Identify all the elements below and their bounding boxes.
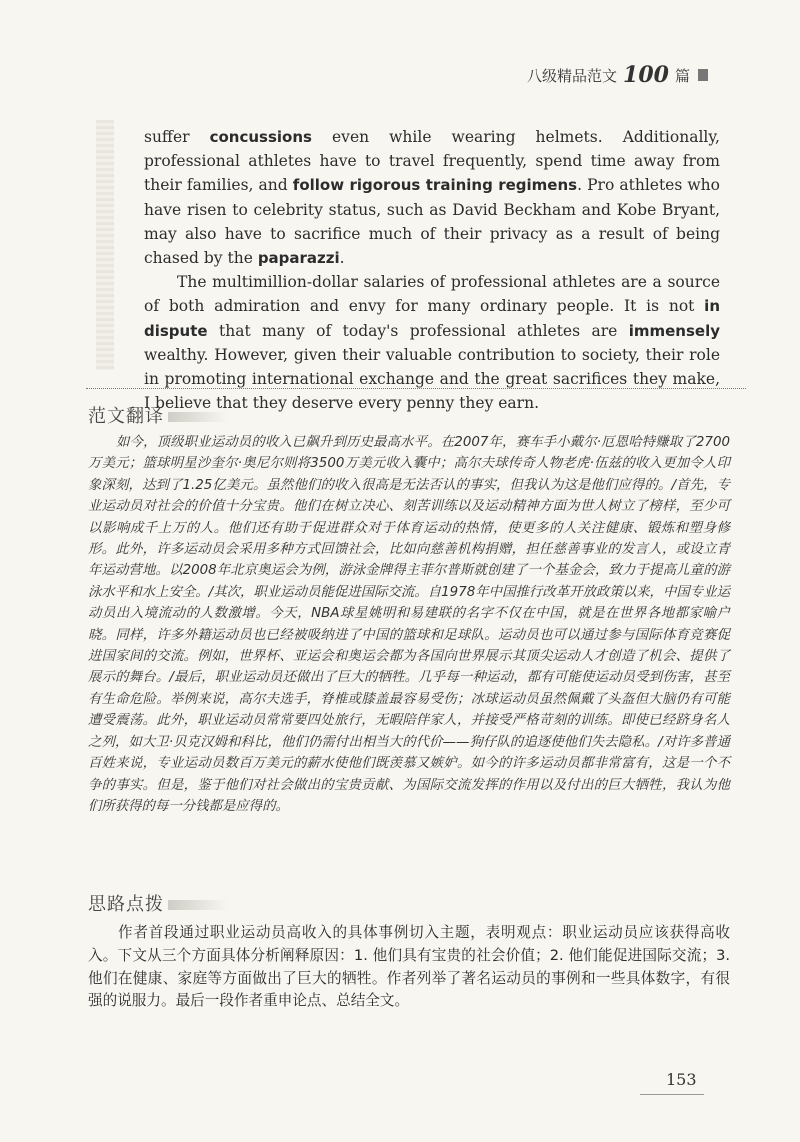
translation-title [88, 402, 228, 428]
header-suffix: 篇 [674, 66, 690, 85]
text-run: that many of today's professional athletes are [207, 321, 629, 340]
text-run: The multimillion-dollar salaries of professional athletes are a source of both admiration and envy for many ordinary people. It is not [144, 273, 720, 316]
translation-paragraph: 如今，顶级职业运动员的收入已飙升到历史最高水平。在2007年，赛车手小戴尔·厄恩哈特赚取了2700万美元；篮球明星沙奎尔·奥尼尔则将3500万美元收入囊中；高尔夫球传奇人物老虎·伍兹的收入更加令人印象深刻，达到了1.25亿美元。虽然他们的收入很高是无法否认的事实，但我认为这是他们应得的。/首先，专业运动员对社会的价值十分宝贵。他们在树立决心、刻苦训练以及运动精神方面为世人树立了榜样，至少可以影响成千上万的人。他们还有助于促进群众对于体育运动的热情，使更多的人关注健康、锻炼和塑身修形。此外，许多运动员会采用多种方式回馈社会，比如向慈善机构捐赠，担任慈善事业的发言人，或设立青年运动营地。以2008年北京奥运会为例，游泳金牌得主菲尔普斯就创建了一个基金会，致力于提高儿童的游泳水平和水上安全。/其次，职业运动员能促进国际交流。自1978年中国推行改革开放政策以来，中国专业运动员出入境流动的人数激增。今天，NBA球星姚明和易建联的名字不仅在中国，就是在世界各地都家喻户晓。同样，许多外籍运动员也已经被吸纳进了中国的篮球和足球队。运动员也可以通过参与国际体育竞赛促进国家间的交流。例如，世界杯、亚运会和奥运会都为各国向世界展示其顶尖运动人才创造了机会、提供了展示的舞台。/最后，职业运动员还做出了巨大的牺牲。几乎每一种运动，都有可能使运动员受到伤害，甚至有生命危险。举例来说，高尔夫选手，脊椎或膝盖最容易受伤；冰球运动员虽然佩戴了头盔但大脑仍有可能遭受震荡。此外，职业运动员常常要四处旅行，无暇陪伴家人，并接受严格苛刻的训练。即使已经跻身名人之列，如大卫·贝克汉姆和科比，他们仍需付出相当大的代价——狗仔队的追逐使他们失去隐私。/对许多普通百姓来说，专业运动员数百万美元的薪水使他们既羡慕又嫉妒。如今的许多运动员都非常富有，这是一个不争的事实。但是，鉴于他们对社会做出的宝贵贡献、为国际交流发挥的作用以及付出的巨大牺牲，我认为他们所获得的每一分钱都是应得的。 [88, 435, 730, 814]
analysis-paragraph: 作者首段通过职业运动员高收入的具体事例切入主题，表明观点：职业运动员应该获得高收入。下文从三个方面具体分析阐释原因：1. 他们具有宝贵的社会价值；2. 他们能促进国际交流；3. 他们在健康、家庭等方面做出了巨大的牺牲。作者列举了著名运动员的事例和一些具体数字，有很强的说服力。最后一段作者重申论点、总结全文。 [88, 924, 730, 1010]
bold-phrase: concussions [209, 128, 312, 146]
english-text [144, 125, 720, 415]
english-paragraph-2 [144, 270, 720, 415]
page-number-rule [640, 1094, 704, 1095]
text-run: wealthy. However, given their valuable contribution to society, their role in promoting international exchange and the great sacrifices they make, I believe that they deserve every penny they earn. [144, 345, 720, 413]
analysis-title [88, 890, 228, 916]
translation-title-text: 范文翻译 [88, 406, 164, 427]
bold-phrase: paparazzi [257, 249, 340, 268]
text-run: . Pro athletes who have risen to celebrity status, such as David Beckham and Kobe Bryant, may also have to sacrifice much of their privacy as a result of being chased by the [144, 176, 720, 268]
running-header [527, 62, 708, 88]
bold-phrase: follow rigorous training regimens [292, 176, 578, 195]
translation-body [88, 432, 730, 817]
title-underlay [168, 900, 228, 910]
text-run: suffer [144, 128, 210, 146]
title-underlay [168, 412, 228, 422]
text-run: . [339, 249, 345, 268]
english-paragraph-1 [144, 125, 720, 270]
header-number: 100 [623, 62, 669, 88]
analysis-body [88, 922, 730, 1013]
margin-decoration [96, 120, 114, 370]
bold-phrase: immensely [628, 321, 720, 340]
header-label: 八级精品范文 [527, 66, 618, 85]
text-run: even while wearing helmets. Additionally, professional athletes have to travel frequently, spend time away from their families, and [144, 128, 720, 195]
header-block-icon [698, 69, 708, 81]
section-divider [86, 388, 746, 389]
analysis-title-text: 思路点拨 [88, 894, 164, 915]
page-number: 153 [666, 1070, 697, 1089]
bold-phrase: in dispute [144, 297, 720, 340]
